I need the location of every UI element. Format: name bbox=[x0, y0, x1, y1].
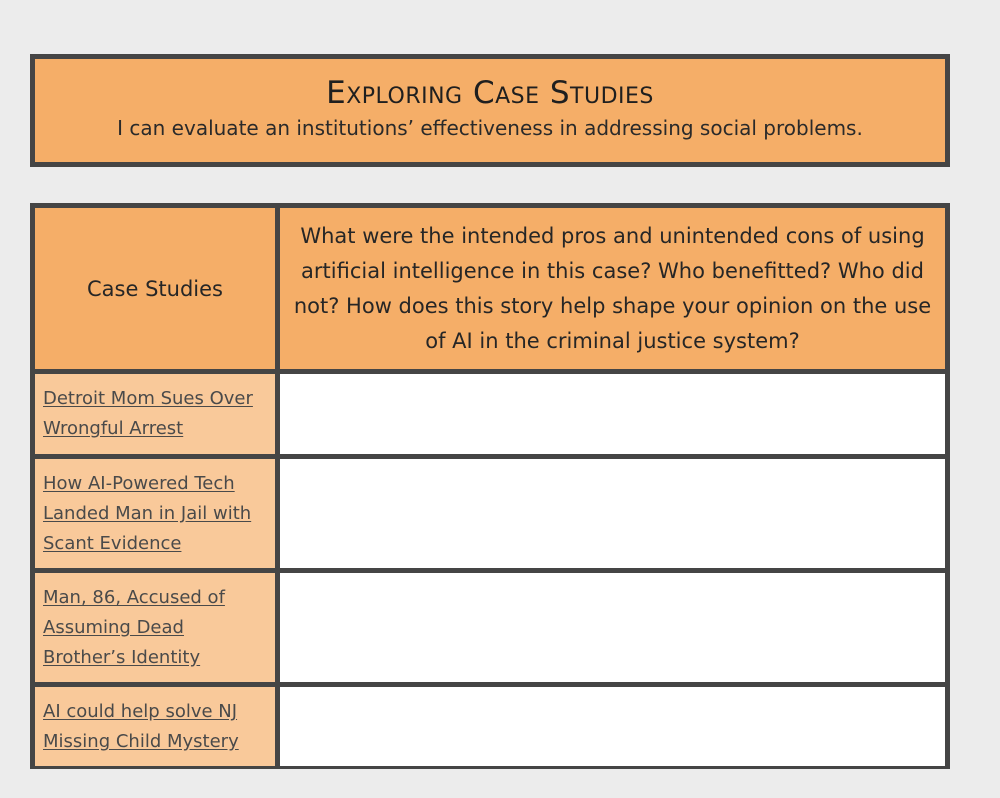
case-link-ai-powered-tech[interactable]: How AI-Powered Tech Landed Man in Jail with Scant Evidence bbox=[43, 473, 252, 554]
table-row-2-response[interactable] bbox=[280, 459, 945, 568]
learning-objective: I can evaluate an institutions’ effectiveness in addressing social problems. bbox=[117, 116, 863, 140]
page-title: Exploring Case Studies bbox=[326, 75, 654, 111]
table-row-3-case bbox=[35, 573, 275, 682]
case-link-man-86-accused[interactable]: Man, 86, Accused of Assuming Dead Brother’s Identity bbox=[43, 587, 225, 668]
case-link-nj-missing-child[interactable]: AI could help solve NJ Missing Child Mystery bbox=[43, 701, 239, 752]
table-row-1-case bbox=[35, 374, 275, 454]
table-row-1-response[interactable] bbox=[280, 374, 945, 454]
case-link-detroit-mom[interactable]: Detroit Mom Sues Over Wrongful Arrest bbox=[43, 388, 253, 439]
case-studies-table bbox=[30, 203, 950, 769]
table-row-4-response[interactable] bbox=[280, 687, 945, 766]
table-row-2-case bbox=[35, 459, 275, 568]
table-row-4-case bbox=[35, 687, 275, 766]
table-row-3-response[interactable] bbox=[280, 573, 945, 682]
column-header-case-studies: Case Studies bbox=[35, 208, 275, 369]
column-header-question: What were the intended pros and unintended cons of using artificial intelligence in this case? Who benefitted? Who did not? How does this story help shape your opinion on the use of AI in the criminal justice system? bbox=[280, 208, 945, 369]
header-banner bbox=[30, 54, 950, 167]
